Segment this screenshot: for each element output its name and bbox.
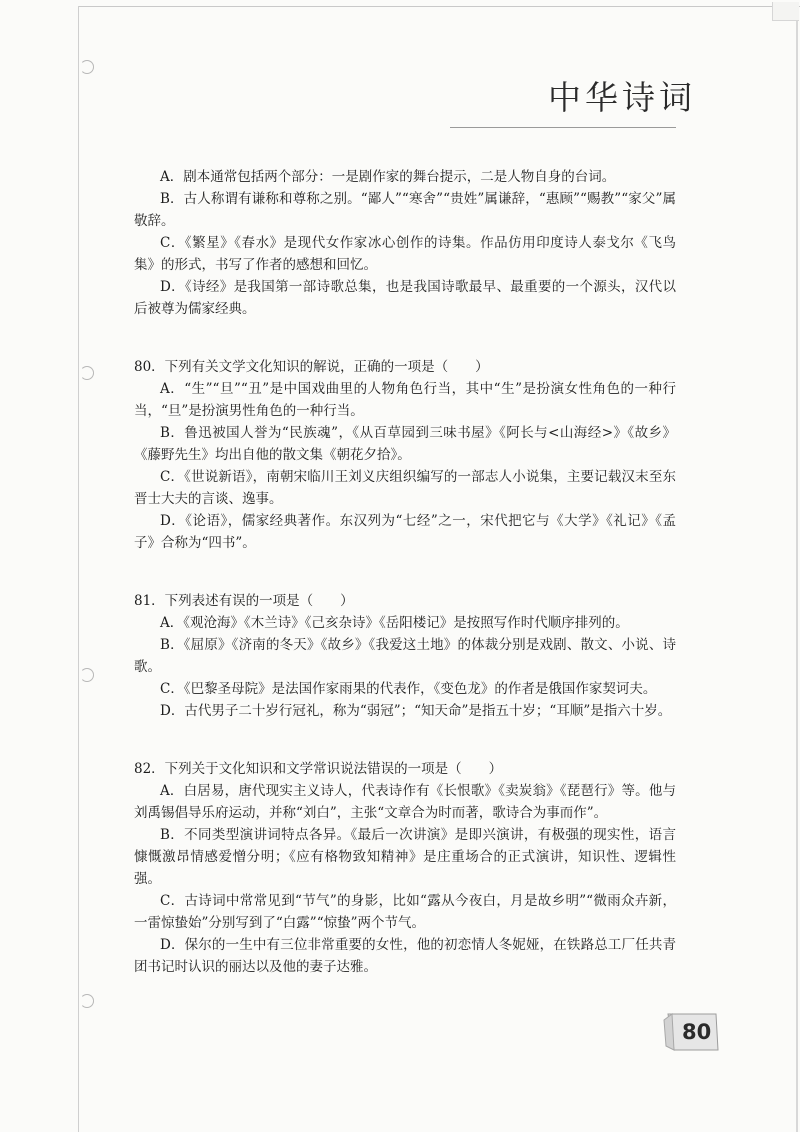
binding-hole-icon — [80, 994, 94, 1008]
option-b: B．古人称谓有谦称和尊称之别。“鄙人”“寒舍”“贵姓”属谦辞，“惠顾”“赐教”“家父”属敬辞。 — [134, 191, 676, 229]
page-header-title: 中华诗词 — [548, 78, 696, 117]
option-b: B．不同类型演讲词特点各异。《最后一次讲演》是即兴演讲，有极强的现实性，语言慷慨激昂情感爱憎分明；《应有格物致知精神》是庄重场合的正式演讲，知识性、逻辑性强。 — [134, 827, 676, 887]
page-number: 80 — [682, 1020, 712, 1044]
option-c: C．《巴黎圣母院》是法国作家雨果的代表作，《变色龙》的作者是俄国作家契诃夫。 — [160, 681, 657, 697]
page-edge-right — [796, 6, 798, 1132]
page-corner — [772, 2, 799, 21]
option-d: D．保尔的一生中有三位非常重要的女性，他的初恋情人冬妮娅，在铁路总工厂任共青团书记时认识的丽达以及他的妻子达雅。 — [134, 937, 676, 975]
question-82 — [134, 758, 676, 978]
binding-hole-icon — [80, 668, 94, 682]
page-content — [134, 146, 676, 978]
question-stem: 81．下列表述有误的一项是（ ） — [134, 593, 354, 609]
option-b: B．《屈原》《济南的冬天》《故乡》《我爱这土地》的体裁分别是戏剧、散文、小说、诗歌。 — [134, 637, 676, 675]
page-edge-left — [78, 6, 79, 1132]
option-a: A．“生”“旦”“丑”是中国戏曲里的人物角色行当，其中“生”是扮演女性角色的一种行当，“旦”是扮演男性角色的一种行当。 — [134, 381, 676, 419]
option-d: D．《论语》，儒家经典著作。东汉列为“七经”之一，宋代把它与《大学》《礼记》《孟子》合称为“四书”。 — [134, 513, 676, 551]
option-c: C．古诗词中常常见到“节气”的身影，比如“露从今夜白，月是故乡明”“微雨众卉新，一雷惊蛰始”分别写到了“白露”“惊蛰”两个节气。 — [134, 893, 676, 931]
option-d: D．古代男子二十岁行冠礼，称为“弱冠”；“知天命”是指五十岁；“耳顺”是指六十岁。 — [160, 703, 672, 719]
option-b: B．鲁迅被国人誉为“民族魂”，《从百草园到三味书屋》《阿长与<山海经>》《故乡》《藤野先生》均出自他的散文集《朝花夕拾》。 — [134, 425, 676, 463]
page-edge-top — [78, 6, 800, 7]
option-a: A．《观沧海》《木兰诗》《己亥杂诗》《岳阳楼记》是按照写作时代顺序排列的。 — [160, 615, 629, 631]
header-rule — [450, 127, 676, 128]
option-c: C．《世说新语》，南朝宋临川王刘义庆组织编写的一部志人小说集，主要记载汉末至东晋士大夫的言谈、逸事。 — [134, 469, 676, 507]
question-81 — [134, 590, 676, 722]
binding-hole-icon — [80, 366, 94, 380]
binding-hole-icon — [80, 60, 94, 74]
option-a: A．白居易，唐代现实主义诗人，代表诗作有《长恨歌》《卖炭翁》《琵琶行》等。他与刘禹锡倡导乐府运动，并称“刘白”，主张“文章合为时而著，歌诗合为事而作”。 — [134, 783, 676, 821]
question-stem: 82．下列关于文化知识和文学常识说法错误的一项是（ ） — [134, 761, 503, 777]
option-d: D．《诗经》是我国第一部诗歌总集，也是我国诗歌最早、最重要的一个源头，汉代以后被尊为儒家经典。 — [134, 279, 676, 317]
option-a: A．剧本通常包括两个部分：一是剧作家的舞台提示，二是人物自身的台词。 — [160, 169, 616, 185]
question-80 — [134, 356, 676, 554]
option-c: C．《繁星》《春水》是现代女作家冰心创作的诗集。作品仿用印度诗人泰戈尔《飞鸟集》的形式，书写了作者的感想和回忆。 — [134, 235, 676, 273]
question-stem: 80．下列有关文学文化知识的解说，正确的一项是（ ） — [134, 359, 489, 375]
question-block — [134, 166, 676, 320]
